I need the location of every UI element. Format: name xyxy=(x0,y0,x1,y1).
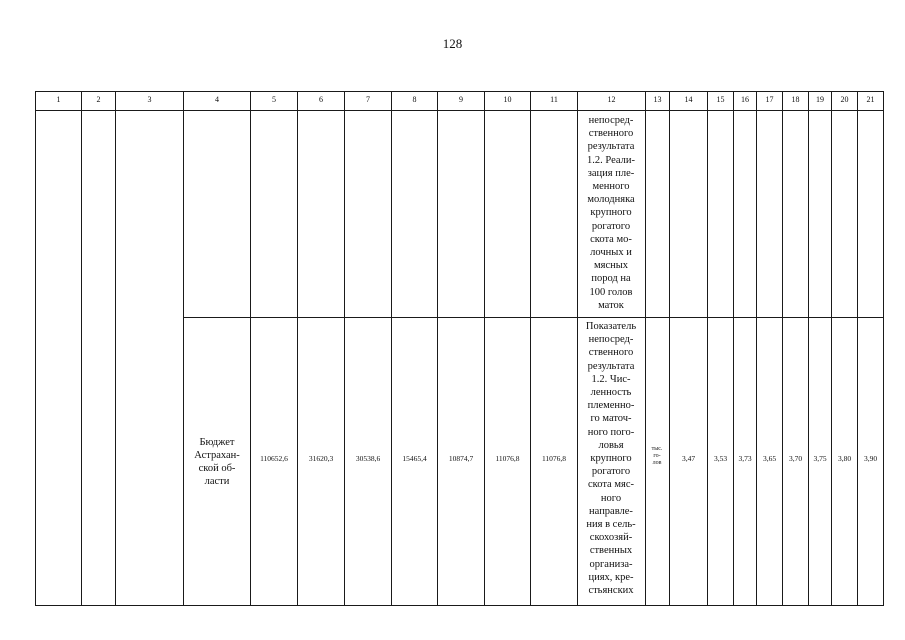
yearly-value: 3,80 xyxy=(837,454,852,463)
column-number: 7 xyxy=(366,95,370,104)
indicator-line: ственного xyxy=(588,347,634,359)
yearly-value: 3,90 xyxy=(863,454,878,463)
column-number: 3 xyxy=(147,95,152,104)
indicator-line: пород на xyxy=(591,273,631,285)
budget-line: Бюджет xyxy=(199,437,235,448)
budget-line: ласти xyxy=(204,476,230,487)
indicator-line: Показатель xyxy=(585,321,637,332)
indicator-line: 1.2. Реали- xyxy=(587,154,635,166)
indicator-line: зация пле- xyxy=(587,167,635,179)
indicator-line: направле- xyxy=(589,505,633,517)
indicator-line: лочных и xyxy=(590,247,632,259)
indicator-line: рогатого xyxy=(591,466,631,478)
yearly-value: 3,75 xyxy=(813,454,827,463)
column-number: 6 xyxy=(319,95,323,104)
column-number: 9 xyxy=(459,95,463,104)
indicator-line: ного xyxy=(600,492,622,504)
indicator-line: результата xyxy=(587,360,635,372)
unit-line: лов xyxy=(652,460,662,466)
indicator-line: организа- xyxy=(589,558,633,570)
indicator-line: 1.2. Чис- xyxy=(591,373,631,385)
column-number: 18 xyxy=(791,95,800,104)
indicator-line: маток xyxy=(598,299,624,311)
indicator-line: ственных xyxy=(589,545,633,557)
funding-value: 110652,6 xyxy=(260,454,288,463)
yearly-value: 3,73 xyxy=(738,454,752,463)
column-number: 12 xyxy=(607,95,616,104)
indicator-line: циях, кре- xyxy=(588,571,634,583)
funding-value: 31620,3 xyxy=(308,454,334,463)
column-number: 17 xyxy=(765,95,774,104)
column-number: 11 xyxy=(550,95,558,104)
unit-line: го- xyxy=(653,453,661,459)
column-number: 20 xyxy=(840,95,849,104)
column-number: 1 xyxy=(56,95,61,104)
indicator-line: молодняка xyxy=(587,194,635,206)
indicator-line: ного пого- xyxy=(587,426,635,438)
indicator-text-row1 xyxy=(578,114,644,312)
indicator-line: го маточ- xyxy=(590,413,632,425)
column-number: 2 xyxy=(96,95,101,104)
indicator-text-row2 xyxy=(578,320,644,597)
column-number: 16 xyxy=(741,95,749,104)
indicator-line: скота мяс- xyxy=(588,479,634,491)
indicator-line: непосред- xyxy=(588,334,634,346)
indicator-line: менного xyxy=(592,181,630,193)
column-number: 15 xyxy=(716,95,725,104)
column-number: 21 xyxy=(866,95,875,104)
indicator-line: крупного xyxy=(590,207,632,219)
column-number: 8 xyxy=(412,95,417,104)
indicator-line: ловья xyxy=(598,439,624,451)
page-number: 128 xyxy=(442,36,463,51)
budget-line: Астрахан- xyxy=(194,450,240,461)
funding-value: 30538,6 xyxy=(355,454,381,463)
indicator-line: племенно- xyxy=(587,400,635,412)
indicator-line: 100 голов xyxy=(589,286,633,298)
indicator-line: скохозяй- xyxy=(589,532,633,544)
indicator-line: скота мо- xyxy=(590,233,632,245)
funding-value: 11076,8 xyxy=(541,454,567,463)
indicator-line: ния в сель- xyxy=(586,519,636,531)
indicator-line: непосред- xyxy=(588,115,634,126)
column-number: 13 xyxy=(653,95,662,104)
column-number: 5 xyxy=(272,95,276,104)
unit-line: тыс. xyxy=(651,446,663,452)
indicator-line: результата xyxy=(587,141,635,153)
column-number: 10 xyxy=(503,95,512,104)
yearly-value: 3,65 xyxy=(762,454,777,463)
yearly-value: 3,47 xyxy=(681,454,696,463)
indicator-line: мясных xyxy=(593,260,629,272)
funding-value: 15465,4 xyxy=(402,454,427,463)
funding-value: 11076,8 xyxy=(495,454,520,463)
yearly-value: 3,70 xyxy=(788,454,803,463)
indicator-line: ленность xyxy=(590,387,632,399)
column-number: 4 xyxy=(215,95,219,104)
column-number: 14 xyxy=(684,95,693,104)
funding-value: 10874,7 xyxy=(448,454,474,463)
indicator-line: крупного xyxy=(590,453,632,465)
indicator-line: ственного xyxy=(588,128,634,140)
budget-line: ской об- xyxy=(198,463,236,474)
budget-source xyxy=(184,436,250,488)
yearly-value: 3,53 xyxy=(713,454,728,463)
column-number: 19 xyxy=(816,95,824,104)
unit-of-measure xyxy=(645,446,669,467)
indicator-line: рогатого xyxy=(591,220,631,232)
indicator-line: стьянских xyxy=(588,585,634,597)
